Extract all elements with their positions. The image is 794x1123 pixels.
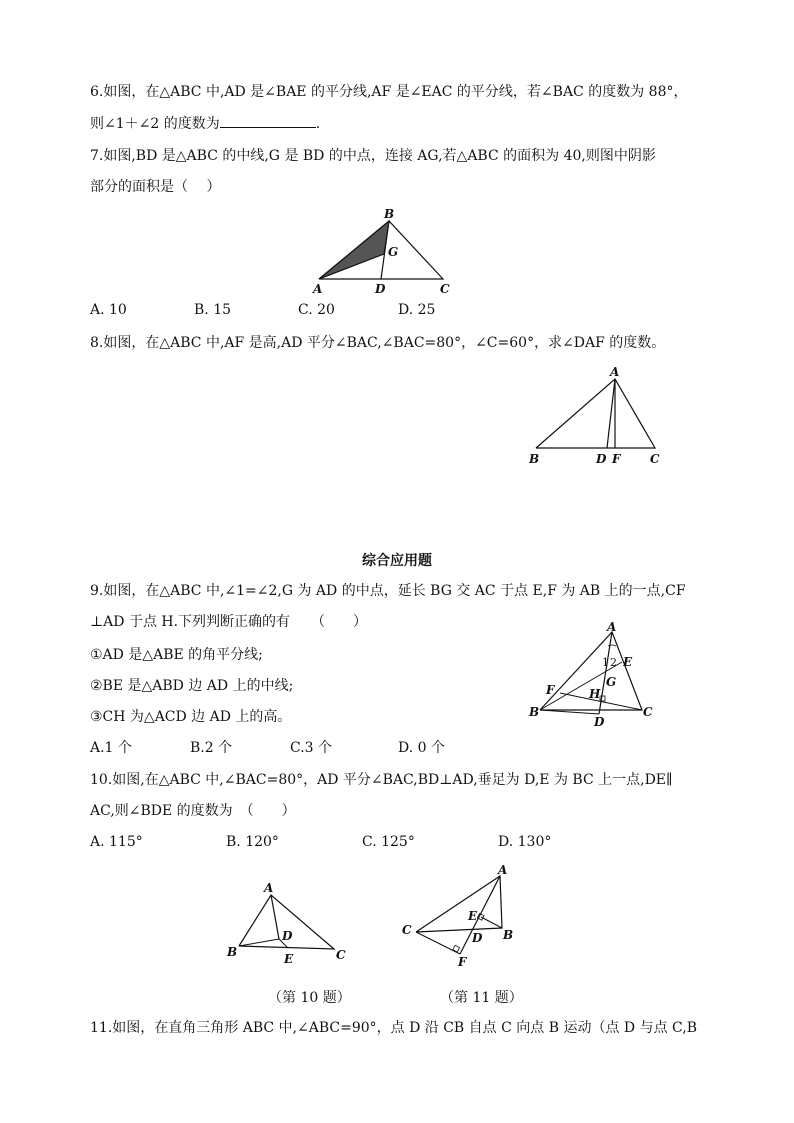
q8-label-b: B <box>529 452 540 466</box>
q10-option-b[interactable]: B. 120° <box>226 834 279 850</box>
q9-figure <box>524 622 664 730</box>
q9-label-b: B <box>529 705 540 719</box>
q9-statement-3: ③CH 为△ACD 边 AD 上的高。 <box>90 709 292 725</box>
q6-answer-blank[interactable] <box>220 113 316 128</box>
q9-line1: 9.如图，在△ABC 中,∠1=∠2,G 为 AD 的中点，延长 BG 交 AC 于点 E,F 为 AB 上的一点,CF <box>90 583 686 599</box>
q9-label-g: G <box>606 675 617 689</box>
q9-label-e: E <box>623 655 633 669</box>
q11-label-a: A <box>498 863 508 877</box>
q9-label-a: A <box>607 622 617 634</box>
q11-segment-be <box>481 917 502 928</box>
q10-label-e: E <box>284 952 294 966</box>
q10-label-c: C <box>336 948 346 962</box>
q10-label-a: A <box>264 881 274 895</box>
q9-statement-2: ②BE 是△ABD 边 AD 上的中线; <box>90 678 294 694</box>
q9-option-d[interactable]: D. 0 个 <box>398 740 445 756</box>
q7-option-d[interactable]: D. 25 <box>398 302 436 318</box>
q7-label-d: D <box>375 282 386 296</box>
q8-triangle <box>536 379 655 448</box>
q10-option-a[interactable]: A. 115° <box>90 834 143 850</box>
q9-label-2: 2 <box>610 656 617 669</box>
q9-option-b[interactable]: B.2 个 <box>190 740 233 756</box>
q10-option-d[interactable]: D. 130° <box>498 834 552 850</box>
q6-line2-text: 则∠1＋∠2 的度数为 <box>90 116 220 132</box>
q8-line1: 8.如图，在△ABC 中,AF 是高,AD 平分∠BAC,∠BAC=80°，∠C=60°，求∠DAF 的度数。 <box>90 335 666 351</box>
q7-line2: 部分的面积是（ ） <box>90 179 221 195</box>
q8-label-f: F <box>612 452 621 466</box>
q11-figure <box>398 862 520 970</box>
q11-segment-cf <box>416 932 460 954</box>
q8-label-c: C <box>650 452 660 466</box>
q7-option-b[interactable]: B. 15 <box>194 302 232 318</box>
q7-option-a[interactable]: A. 10 <box>90 302 127 318</box>
q7-label-g: G <box>388 245 399 259</box>
q7-line1: 7.如图,BD 是△ABC 的中线,G 是 BD 的中点，连接 AG,若△ABC 的面积为 40,则图中阴影 <box>90 148 656 164</box>
q9-angle-arcs <box>608 645 616 646</box>
q6-line2-end: . <box>315 116 321 132</box>
q7-option-c[interactable]: C. 20 <box>298 302 335 318</box>
q9-option-a[interactable]: A.1 个 <box>90 740 132 756</box>
q11-label-f: F <box>458 955 467 969</box>
q9-label-c: C <box>643 705 653 719</box>
q8-figure <box>524 362 674 468</box>
q9-statement-1: ①AD 是△ABE 的角平分线; <box>90 647 263 663</box>
q7-label-a: A <box>313 282 323 296</box>
q9-line2: ⊥AD 于点 H.下列判断正确的有 （ ） <box>90 614 368 630</box>
q6-line2 <box>90 113 320 134</box>
q8-label-d: D <box>596 452 607 466</box>
q9-label-d: D <box>594 715 605 729</box>
q10-line2: AC,则∠BDE 的度数为 （ ） <box>90 803 296 819</box>
q7-label-b: B <box>384 207 395 221</box>
q10-segment-bd <box>239 939 279 946</box>
section-heading: 综合应用题 <box>362 553 432 569</box>
q7-label-c: C <box>440 282 450 296</box>
q11-label-b: B <box>503 928 514 942</box>
q9-option-c[interactable]: C.3 个 <box>290 740 333 756</box>
q11-triangle <box>416 876 502 932</box>
q7-figure <box>310 205 460 297</box>
q8-bisector-ad <box>607 379 615 448</box>
q9-label-h: H <box>589 687 601 701</box>
q10-label-b: B <box>227 945 238 959</box>
q9-label-1: 1 <box>602 656 609 669</box>
q9-label-f: F <box>546 683 555 697</box>
q10-figure <box>224 878 350 966</box>
q8-label-a: A <box>610 365 620 379</box>
q11-label-c: C <box>402 923 412 937</box>
q6-line1: 6.如图，在△ABC 中,AD 是∠BAE 的平分线,AF 是∠EAC 的平分线，若∠BAC 的度数为 88°， <box>90 84 688 100</box>
q11-label-e: E <box>468 909 478 923</box>
q11-label-d: D <box>472 931 483 945</box>
q10-label-d: D <box>282 929 293 943</box>
q11-caption: （第 11 题） <box>440 990 523 1006</box>
q11-line1: 11.如图，在直角三角形 ABC 中,∠ABC=90°，点 D 沿 CB 自点 C 向点 B 运动（点 D 与点 C,B <box>90 1020 697 1036</box>
q9-segment-cf <box>560 693 642 710</box>
q10-line1: 10.如图,在△ABC 中,∠BAC=80°，AD 平分∠BAC,BD⊥AD,垂足为 D,E 为 BC 上一点,DE∥ <box>90 772 673 788</box>
q10-caption: （第 10 题） <box>268 990 351 1006</box>
q10-option-c[interactable]: C. 125° <box>362 834 415 850</box>
